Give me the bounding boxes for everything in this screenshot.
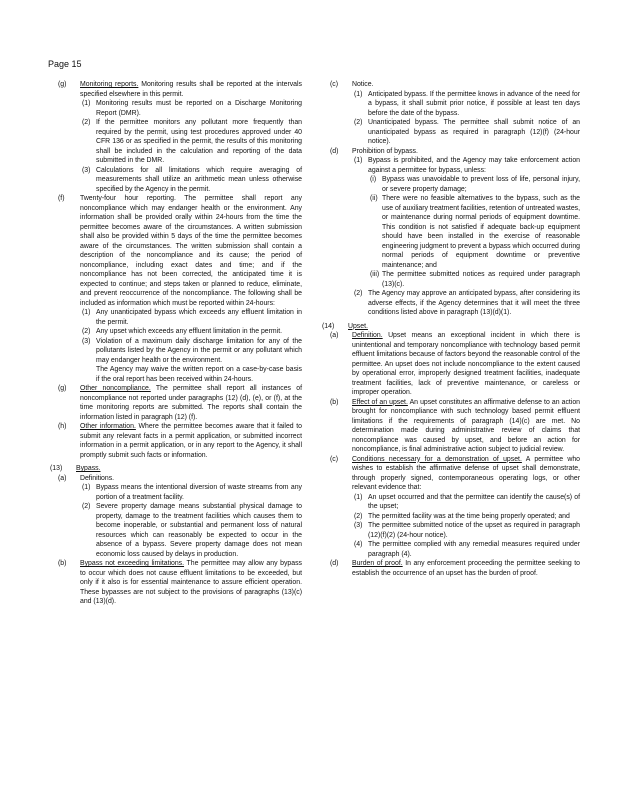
paragraph-marker: (c) (330, 455, 339, 463)
paragraph-marker: (g) (58, 81, 67, 88)
paragraph-marker: (1) (82, 484, 91, 491)
paragraph-marker: (ii) (370, 195, 378, 202)
paragraph-d2 (322, 289, 580, 318)
paragraph-f4 (50, 365, 302, 384)
paragraph-f2 (50, 327, 302, 337)
paragraph-text: Prohibition of bypass. (352, 147, 418, 155)
paragraph-g2 (50, 118, 302, 166)
paragraph-heading: Burden of proof. (352, 560, 403, 567)
paragraph-heading: Bypass. (76, 465, 101, 472)
paragraph-text: Anticipated bypass. If the permittee knows in advance of the need for a bypass, it shall submit prior notice, if possible at least ten days before the date of the bypass. (368, 90, 580, 117)
paragraph-heading: Other noncompliance. (80, 385, 151, 392)
paragraph-marker: (b) (58, 560, 67, 567)
paragraph-heading: Effect of an upset. (352, 398, 408, 406)
paragraph-d1iii (322, 270, 580, 289)
paragraph-marker: (13) (50, 465, 63, 472)
paragraph-s13a2 (50, 502, 302, 559)
paragraph-g (50, 80, 302, 99)
paragraph-s14c4 (322, 540, 580, 559)
paragraph-marker: (14) (322, 322, 335, 330)
paragraph-marker: (2) (82, 503, 91, 510)
paragraph-text: The permittee complied with any remedial measures required under paragraph (4). (368, 541, 580, 558)
paragraph-marker: (2) (354, 512, 363, 520)
paragraph-marker: (f) (58, 195, 65, 202)
paragraph-s13a1 (50, 483, 302, 502)
paragraph-text: If the permittee monitors any pollutant more frequently than required by the permit, using test procedures approved under 40 CFR 136 or as specified in the permit, the results of this monitoring shall be included in the calculation and reporting of the data submitted in the DMR. (96, 119, 302, 164)
paragraph-marker: (1) (354, 157, 363, 164)
paragraph-heading: Other information. (80, 423, 136, 430)
paragraph-text: Violation of a maximum daily discharge limitation for any of the pollutants listed by the Agency in the permit or any pollutant which may endanger health or the environment. (96, 337, 302, 364)
paragraph-text: Unanticipated bypass. The permittee shall submit notice of an unanticipated bypass as required in paragraph (12)(f) (24-hour notice). (368, 119, 580, 145)
paragraph-text: The Agency may waive the written report on a case-by-case basis if the oral report has been received within 24-hours. (96, 366, 302, 383)
paragraph-s14c (322, 455, 580, 493)
paragraph-text: Bypass is prohibited, and the Agency may take enforcement action against a permittee for bypass, unless: (368, 157, 580, 174)
paragraph-f1 (50, 308, 302, 327)
paragraph-s14d (322, 559, 580, 578)
paragraph-marker: (2) (82, 119, 91, 126)
paragraph-text: The permittee submitted notice of the upset as required in paragraph (12)(f)(2) (24-hour notice). (368, 522, 580, 539)
paragraph-text: Bypass means the intentional diversion of waste streams from any portion of a treatment facility. (96, 484, 302, 501)
paragraph-marker: (2) (354, 290, 363, 297)
paragraph-c2 (322, 118, 580, 147)
paragraph-marker: (iii) (370, 271, 380, 278)
paragraph-s14a (322, 331, 580, 398)
paragraph-text: Any upset which exceeds any effluent limitation in the permit. (96, 328, 283, 335)
paragraph-text: Burden of proof. In any enforcement proceeding the permittee seeking to establish the occurrence of an upset has the burden of proof. (352, 560, 580, 577)
paragraph-s14c2 (322, 512, 580, 522)
paragraph-text: Bypass was unavoidable to prevent loss of life, personal injury, or severe property damage; (382, 176, 580, 193)
paragraph-heading: Upset. (348, 322, 368, 330)
paragraph-marker: (i) (370, 176, 377, 183)
paragraph-text: Conditions necessary for a demonstration of upset. A permittee who wishes to establish the affirmative defense of upset shall demonstrate, through properly signed, contemporaneous operating logs, or other relevant evidence that: (352, 455, 580, 491)
right-column (322, 80, 580, 578)
page-number: Page 15 (48, 59, 82, 69)
paragraph-s14c1 (322, 493, 580, 512)
paragraph-marker: (1) (354, 493, 363, 501)
paragraph-heading: Monitoring reports. (80, 81, 139, 88)
paragraph-text: The permittee submitted notices as required under paragraph (13)(c). (382, 271, 580, 288)
paragraph-text: Notice. (352, 81, 374, 88)
paragraph-s13b (50, 559, 302, 607)
paragraph-g3 (50, 166, 302, 195)
paragraph-heading: Conditions necessary for a demonstration of upset. (352, 455, 522, 463)
paragraph-text: Bypass not exceeding limitations. The permittee may allow any bypass to occur which does not cause effluent limitations to be exceeded, but only if it also is for essential maintenance to assure efficient operation. These bypasses are not subject to the provisions of paragraphs (13)(c) and (13)(d). (80, 560, 302, 605)
paragraph-marker: (d) (330, 147, 339, 155)
paragraph-gg (50, 384, 302, 422)
paragraph-marker: (3) (82, 166, 91, 174)
paragraph-marker: (a) (58, 474, 67, 482)
paragraph-text: Definitions. (80, 474, 115, 482)
paragraph-marker: (1) (82, 309, 91, 316)
paragraph-heading: Bypass not exceeding limitations. (80, 560, 185, 567)
paragraph-text: The Agency may approve an anticipated bypass, after considering its adverse effects, if the Agency determines that it will meet the three conditions listed above in paragraph (13)(d)(1). (368, 290, 580, 316)
paragraph-marker: (2) (82, 328, 91, 335)
paragraph-text: Any unanticipated bypass which exceeds any effluent limitation in the permit. (96, 309, 302, 326)
paragraph-s13a (50, 474, 302, 484)
paragraph-text: Monitoring results must be reported on a Discharge Monitoring Report (DMR). (96, 100, 302, 117)
paragraph-marker: (c) (330, 81, 339, 88)
paragraph-text: Twenty-four hour reporting. The permittee shall report any noncompliance which may endanger health or the environment. Any information shall be provided orally within 24-hours from the time the permittee becomes aware of the circumstances. A written submission shall also be provided within 5 days of the time the permittee becomes aware of the circumstances. The written submission shall contain a description of the noncompliance and its cause; the period of noncompliance, including exact dates and time; and if the noncompliance has not been corrected, the anticipated time it is expected to continue; and steps taken or planned to reduce, eliminate, and prevent reoccurrence of the noncompliance. The following shall be included as information which must be reported within 24-hours: (80, 195, 302, 307)
paragraph-marker: (1) (354, 90, 363, 98)
paragraph-marker: (g) (58, 385, 67, 392)
paragraph-s14b (322, 398, 580, 455)
paragraph-marker: (a) (330, 332, 339, 339)
paragraph-marker: (d) (330, 560, 339, 567)
paragraph-text: Effect of an upset. An upset constitutes an affirmative defense to an action brought for noncompliance with such technology based permit effluent limitations if the requirements of paragraph (14)(c) are met. No determination made during administrative review of claims that noncompliance was caused by upset, and before an action for noncompliance, is final administrative action subject to judicial review. (352, 398, 580, 453)
paragraph-text (76, 464, 302, 474)
paragraph-marker: (4) (354, 541, 363, 548)
paragraph-text: Definition. Upset means an exceptional incident in which there is unintentional and temporary noncompliance with technology based permit effluent limitations because of factors beyond the reasonable control of the permittee. An upset does not include noncompliance to the extent caused by operational error, improperly designed treatment facilities, inadequate treatment facilities, lack of preventive maintenance, or careless or improper operation. (352, 332, 580, 396)
paragraph-text: Other information. Where the permittee becomes aware that it failed to submit any relevant facts in a permit application, or submitted incorrect information in a permit application, or in any report to the Agency, it shall promptly submit such facts or information. (80, 423, 303, 459)
paragraph-g1 (50, 99, 302, 118)
paragraph-s14c3 (322, 521, 580, 540)
paragraph-c1 (322, 90, 580, 119)
paragraph-marker: (1) (82, 100, 91, 107)
paragraph-d (322, 147, 580, 157)
left-column (50, 80, 302, 607)
paragraph-heading: Definition. (352, 332, 383, 339)
paragraph-text: An upset occurred and that the permittee can identify the cause(s) of the upset; (368, 493, 580, 510)
paragraph-text: Severe property damage means substantial physical damage to property, damage to the treatment facilities which causes them to become inoperable, or substantial and permanent loss of natural resources which can reasonably be expected to occur in the absence of a bypass. Severe property damage does not mean economic loss caused by delays in production. (96, 503, 302, 558)
paragraph-marker: (b) (330, 398, 339, 406)
paragraph-f3 (50, 337, 302, 366)
paragraph-f (50, 194, 302, 308)
paragraph-s14 (322, 322, 580, 332)
paragraph-marker: (3) (82, 337, 91, 345)
paragraph-text: The permitted facility was at the time being properly operated; and (368, 512, 570, 520)
paragraph-marker: (2) (354, 119, 363, 126)
paragraph-d1ii (322, 194, 580, 270)
paragraph-h (50, 422, 302, 460)
paragraph-marker: (3) (354, 522, 363, 529)
paragraph-d1i (322, 175, 580, 194)
paragraph-text: Monitoring reports. Monitoring results shall be reported at the intervals specified elsewhere in this permit. (80, 81, 302, 98)
paragraph-text: Other noncompliance. The permittee shall report all instances of noncompliance not reported under paragraphs (12) (d), (e), or (f), at the time monitoring reports are submitted. The reports shall contain the information listed in paragraph (12) (f). (80, 385, 302, 421)
paragraph-c (322, 80, 580, 90)
paragraph-d1 (322, 156, 580, 175)
paragraph-text: There were no feasible alternatives to the bypass, such as the use of auxiliary treatment facilities, retention of untreated wastes, or maintenance during normal periods of equipment downtime. This condition is not satisfied if adequate back-up equipment should have been installed in the exercise of reasonable engineering judgment to prevent a bypass which occurred during normal periods of equipment downtime or preventive maintenance; and (382, 195, 581, 269)
paragraph-marker: (h) (58, 423, 67, 430)
paragraph-s13 (50, 464, 302, 474)
paragraph-text (348, 322, 580, 332)
paragraph-text: Calculations for all limitations which require averaging of measurements shall utilize an arithmetic mean unless otherwise specified by the Agency in the permit. (96, 166, 302, 193)
